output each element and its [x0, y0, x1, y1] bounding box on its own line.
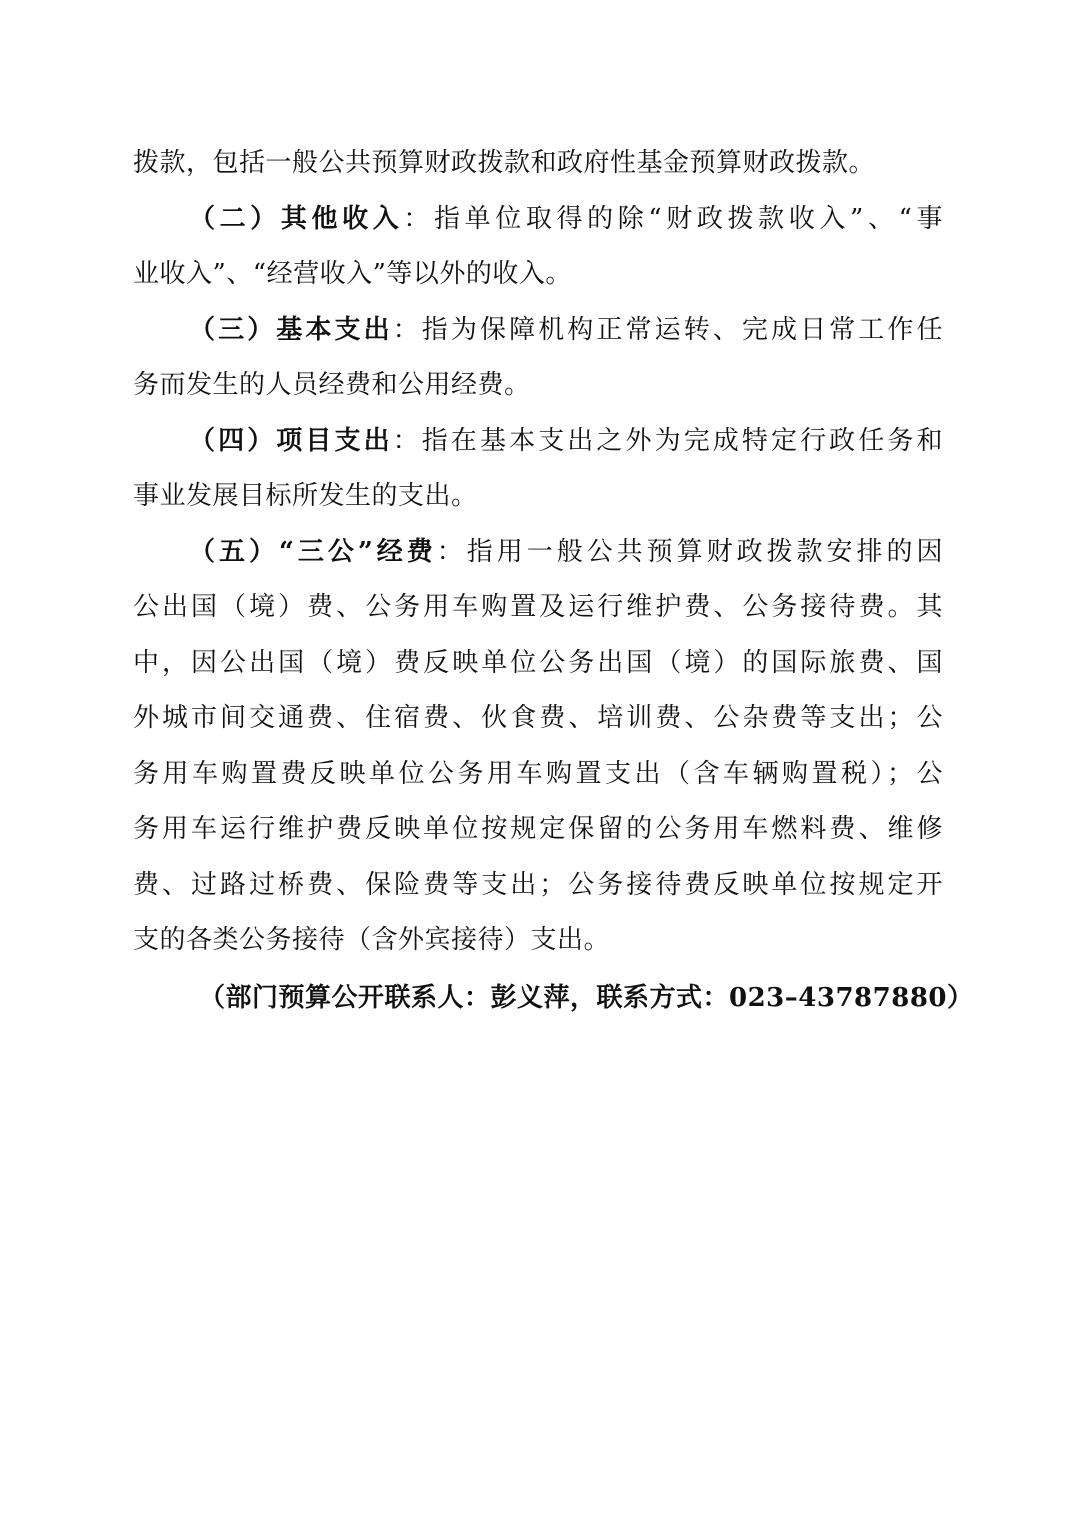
definition-three-public-line-5: 务用车购置费反映单位公务用车购置支出（含车辆购置税）；公 — [133, 758, 943, 789]
definition-three-public-line-8: 支的各类公务接待（含外宾接待）支出。 — [133, 925, 611, 955]
definition-project-expenditure-line-2: 事业发展目标所发生的支出。 — [133, 481, 478, 511]
definition-text: ：指为保障机构正常运转、完成日常工作任 — [392, 314, 943, 345]
definition-three-public-line-3: 中，因公出国（境）费反映单位公务出国（境）的国际旅费、国 — [133, 647, 943, 678]
document-page — [133, 136, 974, 1026]
definition-basic-expenditure-line-2: 务而发生的人员经费和公用经费。 — [133, 370, 531, 400]
contact-info: （部门预算公开联系人：彭义萍，联系方式：023–43787880） — [199, 982, 974, 1013]
definition-project-expenditure-line-1 — [133, 414, 943, 470]
definition-text: ：指用一般公共预算财政拨款安排的因 — [436, 536, 943, 567]
definition-other-income-line-1 — [133, 192, 943, 248]
definition-basic-expenditure-line-1 — [133, 303, 943, 359]
definition-text: ：指在基本支出之外为完成特定行政任务和 — [392, 425, 943, 456]
definition-other-income-line-2: 业收入”、“经营收入”等以外的收入。 — [133, 259, 572, 289]
definition-three-public-line-4: 外城市间交通费、住宿费、伙食费、培训费、公杂费等支出；公 — [133, 703, 943, 733]
definition-three-public-line-2: 公出国（境）费、公务用车购置及运行维护费、公务接待费。其 — [133, 592, 943, 622]
definition-three-public-line-1 — [133, 525, 943, 581]
definition-term: （三）基本支出 — [189, 314, 393, 345]
definition-term: （二）其他收入 — [189, 203, 404, 234]
definition-three-public-line-6: 务用车运行维护费反映单位按规定保留的公务用车燃料费、维修 — [133, 814, 943, 844]
intro-line: 拨款，包括一般公共预算财政拨款和政府性基金预算财政拨款。 — [133, 148, 876, 178]
definition-term: （四）项目支出 — [189, 425, 393, 456]
definition-three-public-line-7: 费、过路过桥费、保险费等支出；公务接待费反映单位按规定开 — [133, 869, 943, 900]
definition-term: （五）“三公”经费 — [189, 536, 437, 567]
definition-text: ：指单位取得的除“财政拨款收入”、“事 — [403, 203, 943, 234]
